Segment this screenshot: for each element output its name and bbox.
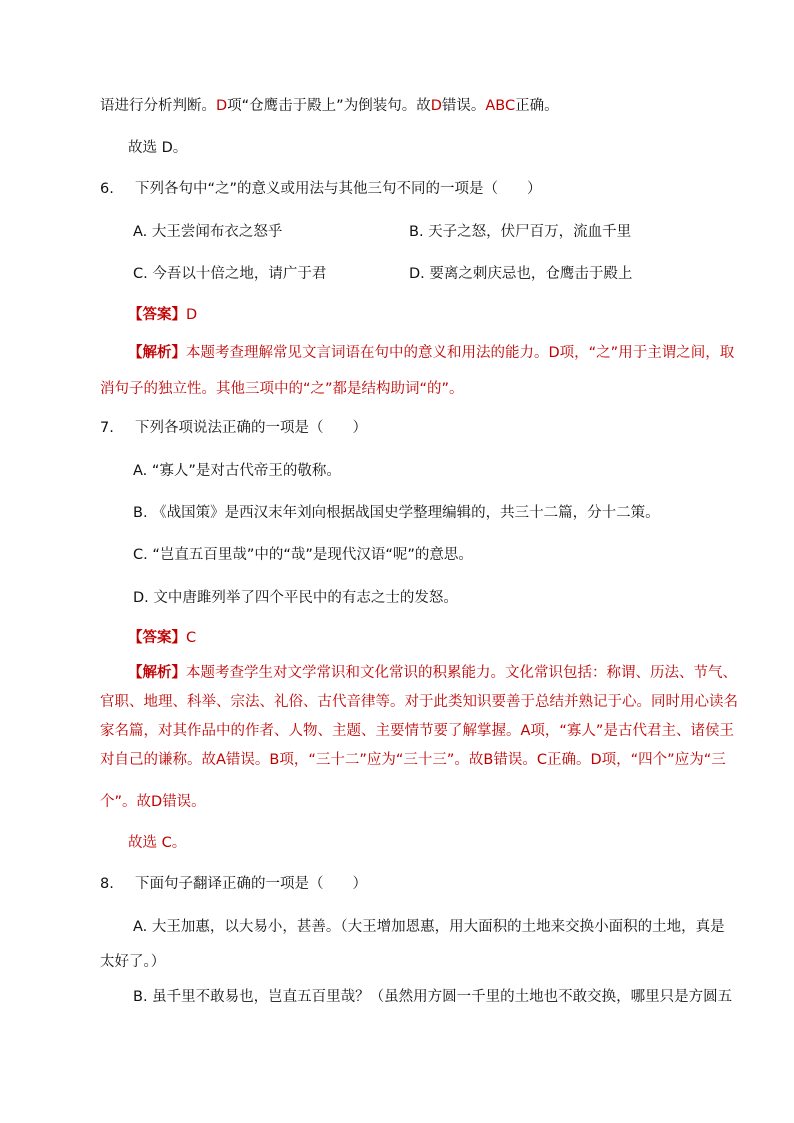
text: 项，“之”用于主谓之间，取	[559, 345, 735, 361]
text: 项，“四个”应为“三	[601, 752, 726, 768]
q8-number: 8.	[100, 876, 114, 892]
q7-option-d: D. 文中唐雎列举了四个平民中的有志之士的发怒。	[133, 590, 458, 606]
option-letter: D	[590, 752, 602, 768]
q7-stem: 下列各项说法正确的一项是（ ）	[135, 420, 367, 436]
q6-option-c: C. 今吾以十倍之地，请广于君	[133, 266, 327, 282]
prev-choose-line: 故选 D。	[128, 140, 188, 156]
text: 本题考查学生对文学常识和文化常识的积累能力。文化常识包括：称谓、历法、节气、	[186, 665, 737, 681]
option-letter: D	[151, 794, 163, 810]
text: 项“仓鹰击于殿上”为倒装句。故	[227, 98, 431, 114]
q6-option-a: A. 大王尝闻布衣之怒乎	[133, 224, 283, 240]
q7-analysis-line-5	[100, 792, 206, 812]
text: 正确。	[547, 752, 591, 768]
answer-value: C	[186, 630, 197, 646]
answer-label: 【答案】	[128, 630, 186, 646]
text: 错误。	[225, 752, 270, 768]
text: 本题考查理解常见文言词语在句中的意义和用法的能力。	[186, 345, 549, 361]
q7-answer	[128, 628, 196, 648]
option-letter: D	[548, 345, 560, 361]
q7-choose-line: 故选 C。	[128, 835, 187, 851]
analysis-label: 【解析】	[128, 345, 186, 361]
option-letter: D	[216, 98, 228, 114]
answer-label: 【答案】	[128, 307, 186, 323]
q7-option-c: C. “岂直五百里哉”中的“哉”是现代汉语“呢”的意思。	[133, 547, 473, 563]
q8-option-a-line-1: A. 大王加惠，以大易小，甚善。（大王增加恩惠，用大面积的土地来交换小面积的土地，真是	[133, 919, 725, 935]
q6-number: 6.	[100, 181, 114, 197]
text: 错误。	[493, 752, 537, 768]
q6-option-b: B. 天子之怒，伏尸百万，流血千里	[409, 224, 632, 240]
option-letter: D	[430, 98, 442, 114]
option-letter: ABC	[485, 98, 516, 114]
q7-analysis-line-1	[128, 663, 737, 683]
text: 个”。故	[100, 794, 152, 810]
text: 错误。	[441, 98, 486, 114]
option-letter: A	[216, 752, 226, 768]
q6-analysis-line-1	[128, 343, 734, 363]
q6-answer	[128, 305, 197, 325]
q8-stem: 下面句子翻译正确的一项是（ ）	[135, 876, 367, 892]
q7-number: 7.	[100, 420, 114, 436]
q7-option-a: A. “寡人”是对古代帝王的敬称。	[133, 463, 341, 479]
option-letter: B	[483, 752, 494, 768]
analysis-label: 【解析】	[128, 665, 186, 681]
q8-option-b-line-1: B. 虽千里不敢易也，岂直五百里哉？（虽然用方圆一千里的土地也不敢交换，哪里只是方圆五	[133, 989, 733, 1005]
q7-analysis-line-2: 官职、地理、科举、宗法、礼俗、古代音律等。对于此类知识要善于总结并熟记于心。同时用心读名	[100, 694, 738, 710]
option-letter: A	[520, 723, 531, 739]
text: 正确。	[515, 98, 559, 114]
q7-analysis-line-4	[100, 750, 726, 770]
text: 项，“三十二”应为“三十三”。故	[279, 752, 484, 768]
prev-analysis-line	[100, 96, 559, 116]
text: 项，“寡人”是古代君主、诸侯王	[530, 723, 734, 739]
text: 对自己的谦称。故	[100, 752, 216, 768]
q6-stem: 下列各句中“之”的意义或用法与其他三句不同的一项是（ ）	[135, 181, 542, 197]
text: 家名篇，对其作品中的作者、人物、主题、主要情节要了解掌握。	[100, 723, 521, 739]
text: 错误。	[162, 794, 206, 810]
option-letter: C	[536, 752, 547, 768]
answer-value: D	[186, 307, 198, 323]
q6-analysis-line-2: 消句子的独立性。其他三项中的“之”都是结构助词“的”。	[100, 381, 464, 397]
text: 语进行分析判断。	[100, 98, 216, 114]
q8-option-a-line-2: 太好了。）	[100, 954, 166, 970]
option-letter: B	[269, 752, 280, 768]
q7-analysis-line-3	[100, 721, 734, 741]
q7-option-b: B. 《战国策》是西汉末年刘向根据战国史学整理编辑的，共三十二篇，分十二策。	[133, 505, 660, 521]
q6-option-d: D. 要离之刺庆忌也，仓鹰击于殿上	[409, 266, 633, 282]
